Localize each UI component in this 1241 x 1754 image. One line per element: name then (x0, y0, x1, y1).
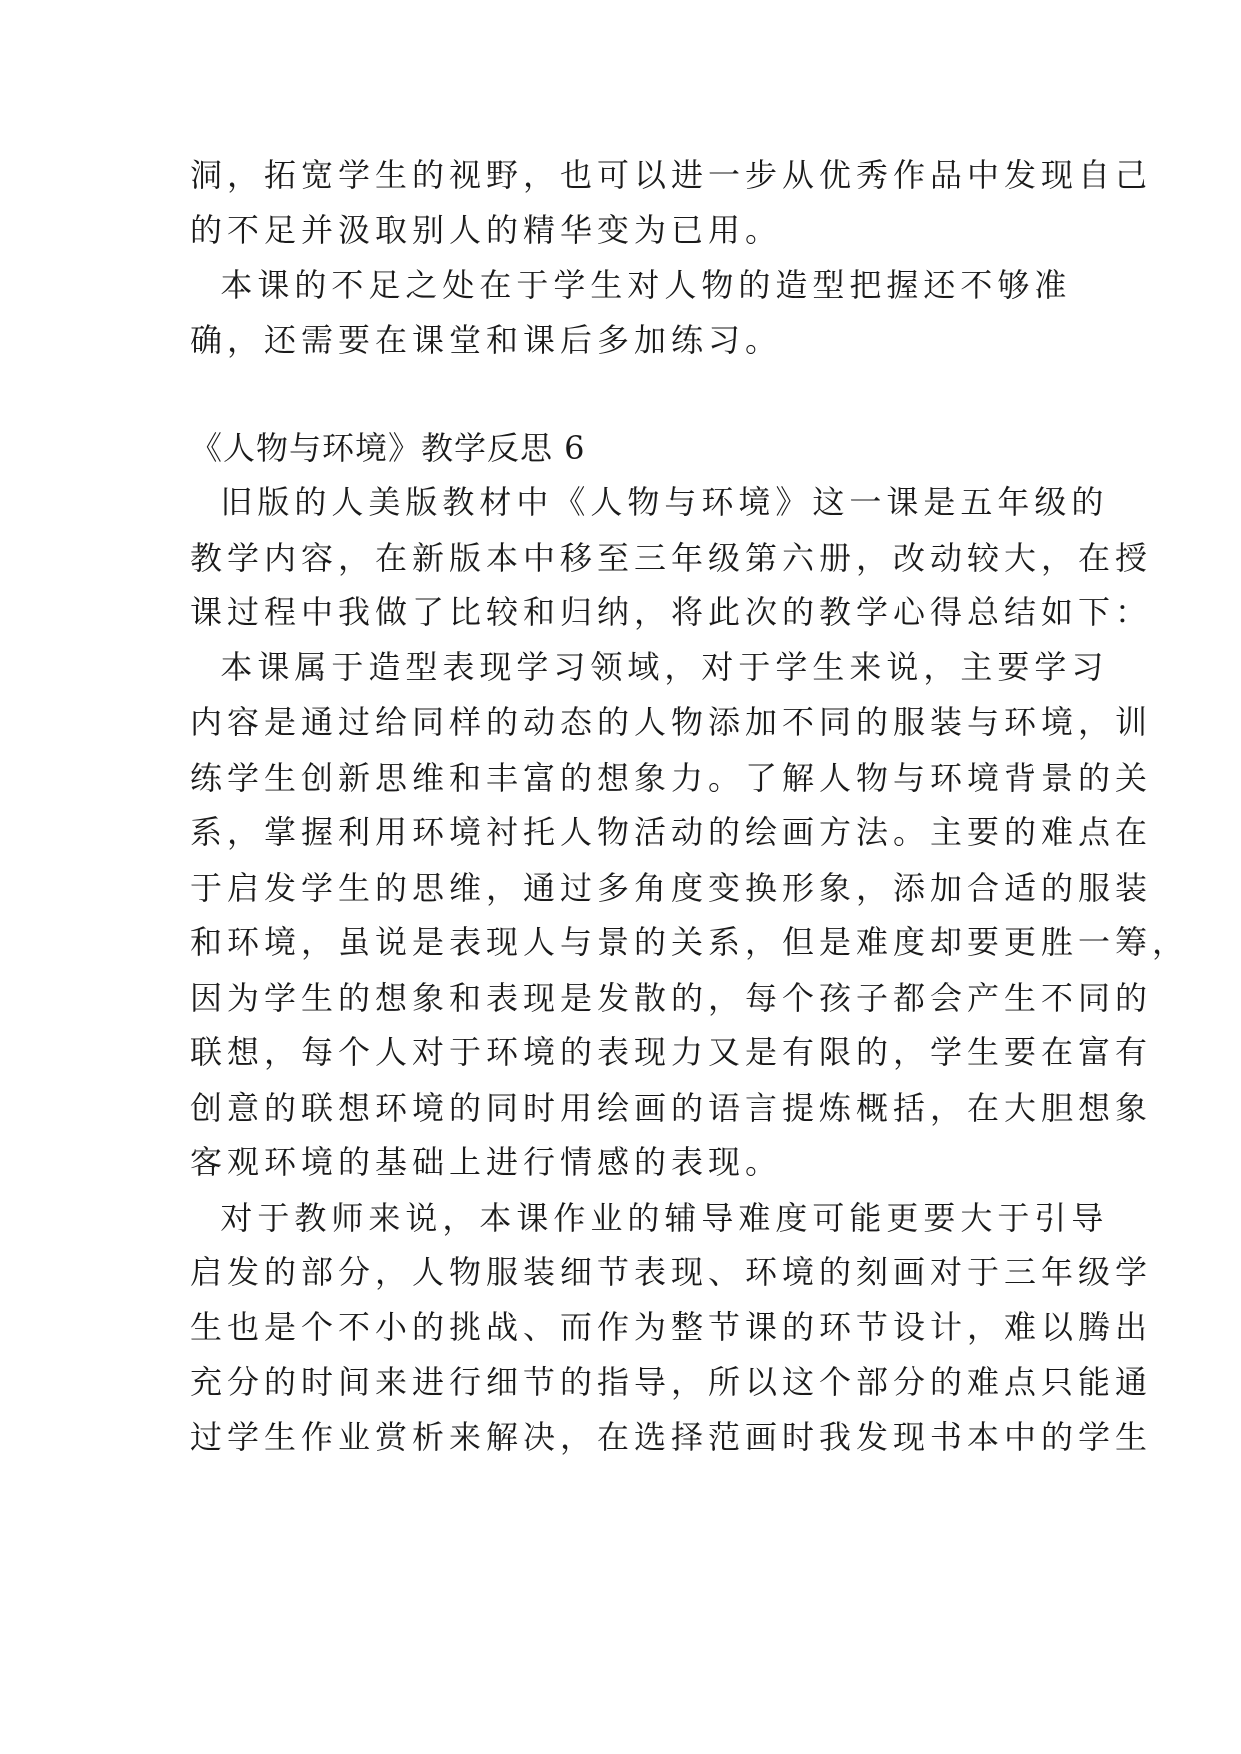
text-line: 课过程中我做了比较和归纳，将此次的教学心得总结如下： (190, 593, 1153, 631)
text-line: 创意的联想环境的同时用绘画的语言提炼概括，在大胆想象 (190, 1089, 1153, 1127)
text-line: 客观环境的基础上进行情感的表现。 (190, 1143, 783, 1181)
section-heading: 《人物与环境》教学反思 6 (190, 429, 586, 467)
text-line: 和环境，虽说是表现人与景的关系，但是难度却要更胜一筹， (190, 923, 1190, 961)
text-line: 联想，每个人对于环境的表现力又是有限的，学生要在富有 (190, 1033, 1153, 1071)
text-line: 洞，拓宽学生的视野，也可以进一步从优秀作品中发现自己 (190, 156, 1153, 194)
text-line: 系，掌握利用环境衬托人物活动的绘画方法。主要的难点在 (190, 813, 1153, 851)
text-line: 内容是通过给同样的动态的人物添加不同的服装与环境，训 (190, 703, 1153, 741)
text-line: 过学生作业赏析来解决，在选择范画时我发现书本中的学生 (190, 1418, 1153, 1456)
text-line: 教学内容，在新版本中移至三年级第六册，改动较大，在授 (190, 539, 1153, 577)
text-line: 确，还需要在课堂和课后多加练习。 (190, 321, 783, 359)
text-line: 的不足并汲取别人的精华变为已用。 (190, 211, 783, 249)
text-line: 生也是个不小的挑战、而作为整节课的环节设计，难以腾出 (190, 1308, 1153, 1346)
text-line: 因为学生的想象和表现是发散的，每个孩子都会产生不同的 (190, 979, 1153, 1017)
text-line: 对于教师来说，本课作业的辅导难度可能更要大于引导 (190, 1199, 1109, 1237)
text-line: 本课的不足之处在于学生对人物的造型把握还不够准 (190, 266, 1072, 304)
text-line: 于启发学生的思维，通过多角度变换形象，添加合适的服装 (190, 869, 1153, 907)
text-line: 启发的部分，人物服装细节表现、环境的刻画对于三年级学 (190, 1253, 1153, 1291)
text-line: 本课属于造型表现学习领域，对于学生来说，主要学习 (190, 648, 1109, 686)
text-line: 练学生创新思维和丰富的想象力。了解人物与环境背景的关 (190, 759, 1153, 797)
text-line: 充分的时间来进行细节的指导，所以这个部分的难点只能通 (190, 1363, 1153, 1401)
text-line: 旧版的人美版教材中《人物与环境》这一课是五年级的 (190, 483, 1109, 521)
